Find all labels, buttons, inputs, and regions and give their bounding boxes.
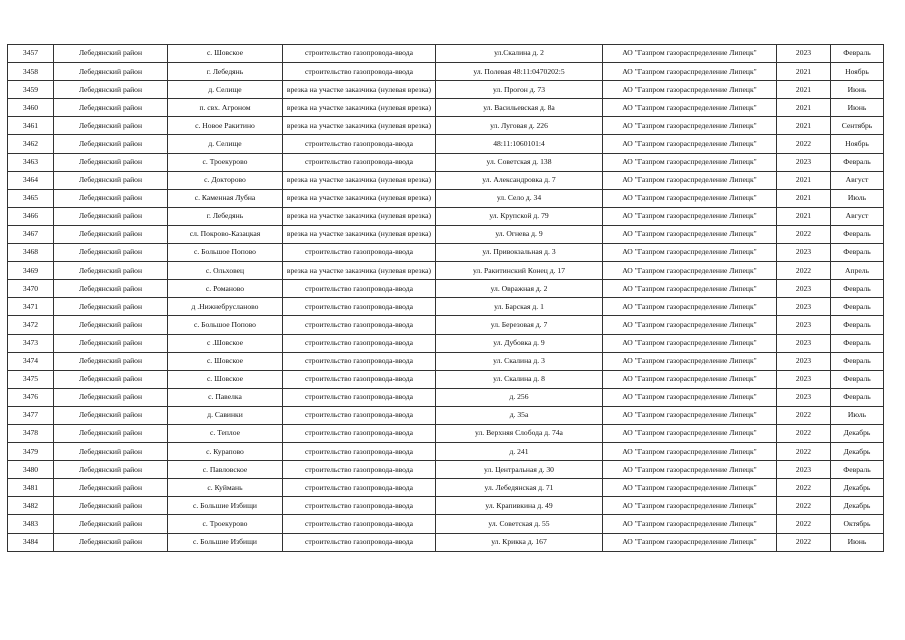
work-type-cell: врезка на участке заказчика (нулевая врезка) xyxy=(283,262,436,280)
table-row xyxy=(8,316,884,334)
district-cell: Лебедянский район xyxy=(54,280,168,298)
table-row xyxy=(8,63,884,81)
month-cell: Февраль xyxy=(831,388,884,406)
work-type-cell: строительство газопровода-ввода xyxy=(283,370,436,388)
month-cell: Февраль xyxy=(831,370,884,388)
year-cell: 2021 xyxy=(777,81,831,99)
address-cell: ул. Крапивкина д. 49 xyxy=(436,497,603,515)
district-cell: Лебедянский район xyxy=(54,533,168,551)
row-number-cell: 3457 xyxy=(8,45,54,63)
month-cell: Февраль xyxy=(831,280,884,298)
row-number-cell: 3477 xyxy=(8,406,54,424)
address-cell: ул. Крупской д. 79 xyxy=(436,207,603,225)
year-cell: 2021 xyxy=(777,63,831,81)
row-number-cell: 3460 xyxy=(8,99,54,117)
work-type-cell: строительство газопровода-ввода xyxy=(283,153,436,171)
district-cell: Лебедянский район xyxy=(54,244,168,262)
organization-cell: АО "Газпром газораспределение Липецк" xyxy=(603,352,777,370)
district-cell: Лебедянский район xyxy=(54,443,168,461)
settlement-cell: с. Докторово xyxy=(168,171,283,189)
row-number-cell: 3464 xyxy=(8,171,54,189)
settlement-cell: с. Павелка xyxy=(168,388,283,406)
month-cell: Июль xyxy=(831,189,884,207)
settlement-cell: г. Лебедянь xyxy=(168,63,283,81)
work-type-cell: строительство газопровода-ввода xyxy=(283,334,436,352)
address-cell: ул. Ракитинский Конец д. 17 xyxy=(436,262,603,280)
organization-cell: АО "Газпром газораспределение Липецк" xyxy=(603,171,777,189)
address-cell: ул. Прогон д. 73 xyxy=(436,81,603,99)
gasification-table xyxy=(7,44,884,552)
year-cell: 2022 xyxy=(777,406,831,424)
month-cell: Февраль xyxy=(831,225,884,243)
month-cell: Февраль xyxy=(831,298,884,316)
settlement-cell: с. Шовское xyxy=(168,370,283,388)
month-cell: Декабрь xyxy=(831,479,884,497)
work-type-cell: строительство газопровода-ввода xyxy=(283,424,436,442)
year-cell: 2023 xyxy=(777,316,831,334)
organization-cell: АО "Газпром газораспределение Липецк" xyxy=(603,461,777,479)
address-cell: ул. Луговая д. 226 xyxy=(436,117,603,135)
settlement-cell: д .Нижнебрусланово xyxy=(168,298,283,316)
row-number-cell: 3480 xyxy=(8,461,54,479)
table-row xyxy=(8,225,884,243)
district-cell: Лебедянский район xyxy=(54,515,168,533)
table-row xyxy=(8,244,884,262)
district-cell: Лебедянский район xyxy=(54,406,168,424)
row-number-cell: 3475 xyxy=(8,370,54,388)
table-row xyxy=(8,443,884,461)
table-row xyxy=(8,298,884,316)
table-row xyxy=(8,45,884,63)
row-number-cell: 3473 xyxy=(8,334,54,352)
district-cell: Лебедянский район xyxy=(54,63,168,81)
work-type-cell: строительство газопровода-ввода xyxy=(283,533,436,551)
year-cell: 2023 xyxy=(777,461,831,479)
month-cell: Декабрь xyxy=(831,497,884,515)
row-number-cell: 3471 xyxy=(8,298,54,316)
address-cell: ул. Дубовка д. 9 xyxy=(436,334,603,352)
address-cell: ул. Огнева д. 9 xyxy=(436,225,603,243)
address-cell: д. 256 xyxy=(436,388,603,406)
work-type-cell: врезка на участке заказчика (нулевая врезка) xyxy=(283,225,436,243)
table-row xyxy=(8,153,884,171)
work-type-cell: строительство газопровода-ввода xyxy=(283,443,436,461)
organization-cell: АО "Газпром газораспределение Липецк" xyxy=(603,443,777,461)
row-number-cell: 3467 xyxy=(8,225,54,243)
address-cell: ул. Привокзальная д. 3 xyxy=(436,244,603,262)
address-cell: ул. Центральная д. 30 xyxy=(436,461,603,479)
work-type-cell: строительство газопровода-ввода xyxy=(283,45,436,63)
row-number-cell: 3484 xyxy=(8,533,54,551)
work-type-cell: строительство газопровода-ввода xyxy=(283,388,436,406)
address-cell: д. 241 xyxy=(436,443,603,461)
district-cell: Лебедянский район xyxy=(54,352,168,370)
settlement-cell: с. Большие Избищи xyxy=(168,533,283,551)
district-cell: Лебедянский район xyxy=(54,497,168,515)
year-cell: 2022 xyxy=(777,515,831,533)
district-cell: Лебедянский район xyxy=(54,45,168,63)
settlement-cell: с. Новое Ракитино xyxy=(168,117,283,135)
table-row xyxy=(8,135,884,153)
month-cell: Февраль xyxy=(831,461,884,479)
address-cell: д. 35а xyxy=(436,406,603,424)
settlement-cell: с. Большое Попово xyxy=(168,316,283,334)
work-type-cell: врезка на участке заказчика (нулевая врезка) xyxy=(283,81,436,99)
organization-cell: АО "Газпром газораспределение Липецк" xyxy=(603,135,777,153)
district-cell: Лебедянский район xyxy=(54,81,168,99)
district-cell: Лебедянский район xyxy=(54,171,168,189)
year-cell: 2022 xyxy=(777,424,831,442)
organization-cell: АО "Газпром газораспределение Липецк" xyxy=(603,497,777,515)
year-cell: 2023 xyxy=(777,370,831,388)
work-type-cell: строительство газопровода-ввода xyxy=(283,316,436,334)
year-cell: 2021 xyxy=(777,207,831,225)
district-cell: Лебедянский район xyxy=(54,189,168,207)
address-cell: ул. Село д. 34 xyxy=(436,189,603,207)
settlement-cell: с. Теплое xyxy=(168,424,283,442)
work-type-cell: врезка на участке заказчика (нулевая врезка) xyxy=(283,117,436,135)
district-cell: Лебедянский район xyxy=(54,298,168,316)
work-type-cell: строительство газопровода-ввода xyxy=(283,406,436,424)
organization-cell: АО "Газпром газораспределение Липецк" xyxy=(603,334,777,352)
organization-cell: АО "Газпром газораспределение Липецк" xyxy=(603,316,777,334)
settlement-cell: д. Селище xyxy=(168,135,283,153)
address-cell: ул. Лебедянская д. 71 xyxy=(436,479,603,497)
organization-cell: АО "Газпром газораспределение Липецк" xyxy=(603,63,777,81)
table-body xyxy=(8,45,884,552)
year-cell: 2022 xyxy=(777,479,831,497)
work-type-cell: строительство газопровода-ввода xyxy=(283,461,436,479)
settlement-cell: д. Савинки xyxy=(168,406,283,424)
table-row xyxy=(8,388,884,406)
table-row xyxy=(8,189,884,207)
table-row xyxy=(8,479,884,497)
work-type-cell: строительство газопровода-ввода xyxy=(283,479,436,497)
year-cell: 2022 xyxy=(777,533,831,551)
district-cell: Лебедянский район xyxy=(54,262,168,280)
district-cell: Лебедянский район xyxy=(54,461,168,479)
year-cell: 2022 xyxy=(777,443,831,461)
row-number-cell: 3463 xyxy=(8,153,54,171)
table-row xyxy=(8,171,884,189)
table-row xyxy=(8,81,884,99)
address-cell: ул. Овражная д. 2 xyxy=(436,280,603,298)
settlement-cell: с. Шовское xyxy=(168,45,283,63)
organization-cell: АО "Газпром газораспределение Липецк" xyxy=(603,262,777,280)
month-cell: Ноябрь xyxy=(831,135,884,153)
month-cell: Февраль xyxy=(831,316,884,334)
month-cell: Октябрь xyxy=(831,515,884,533)
table-row xyxy=(8,497,884,515)
organization-cell: АО "Газпром газораспределение Липецк" xyxy=(603,244,777,262)
month-cell: Февраль xyxy=(831,45,884,63)
row-number-cell: 3465 xyxy=(8,189,54,207)
year-cell: 2022 xyxy=(777,135,831,153)
organization-cell: АО "Газпром газораспределение Липецк" xyxy=(603,388,777,406)
organization-cell: АО "Газпром газораспределение Липецк" xyxy=(603,189,777,207)
year-cell: 2021 xyxy=(777,117,831,135)
organization-cell: АО "Газпром газораспределение Липецк" xyxy=(603,81,777,99)
year-cell: 2021 xyxy=(777,171,831,189)
month-cell: Июль xyxy=(831,406,884,424)
address-cell: ул. Барская д. 1 xyxy=(436,298,603,316)
district-cell: Лебедянский район xyxy=(54,334,168,352)
district-cell: Лебедянский район xyxy=(54,479,168,497)
month-cell: Сентябрь xyxy=(831,117,884,135)
work-type-cell: строительство газопровода-ввода xyxy=(283,298,436,316)
district-cell: Лебедянский район xyxy=(54,424,168,442)
organization-cell: АО "Газпром газораспределение Липецк" xyxy=(603,99,777,117)
work-type-cell: врезка на участке заказчика (нулевая врезка) xyxy=(283,189,436,207)
table-row xyxy=(8,262,884,280)
organization-cell: АО "Газпром газораспределение Липецк" xyxy=(603,533,777,551)
year-cell: 2023 xyxy=(777,352,831,370)
month-cell: Декабрь xyxy=(831,443,884,461)
row-number-cell: 3483 xyxy=(8,515,54,533)
organization-cell: АО "Газпром газораспределение Липецк" xyxy=(603,370,777,388)
address-cell: ул. Александровка д. 7 xyxy=(436,171,603,189)
work-type-cell: строительство газопровода-ввода xyxy=(283,244,436,262)
row-number-cell: 3482 xyxy=(8,497,54,515)
row-number-cell: 3481 xyxy=(8,479,54,497)
month-cell: Февраль xyxy=(831,153,884,171)
organization-cell: АО "Газпром газораспределение Липецк" xyxy=(603,424,777,442)
settlement-cell: с. Романово xyxy=(168,280,283,298)
district-cell: Лебедянский район xyxy=(54,207,168,225)
month-cell: Июнь xyxy=(831,81,884,99)
month-cell: Апрель xyxy=(831,262,884,280)
work-type-cell: врезка на участке заказчика (нулевая врезка) xyxy=(283,207,436,225)
table-row xyxy=(8,533,884,551)
district-cell: Лебедянский район xyxy=(54,99,168,117)
work-type-cell: строительство газопровода-ввода xyxy=(283,515,436,533)
year-cell: 2023 xyxy=(777,280,831,298)
year-cell: 2023 xyxy=(777,298,831,316)
district-cell: Лебедянский район xyxy=(54,117,168,135)
settlement-cell: с. Куймань xyxy=(168,479,283,497)
organization-cell: АО "Газпром газораспределение Липецк" xyxy=(603,280,777,298)
address-cell: ул.Скалина д. 2 xyxy=(436,45,603,63)
row-number-cell: 3468 xyxy=(8,244,54,262)
row-number-cell: 3474 xyxy=(8,352,54,370)
work-type-cell: строительство газопровода-ввода xyxy=(283,497,436,515)
settlement-cell: с. Шовское xyxy=(168,352,283,370)
month-cell: Ноябрь xyxy=(831,63,884,81)
settlement-cell: с. Троекурово xyxy=(168,515,283,533)
table-row xyxy=(8,424,884,442)
settlement-cell: с. Большое Попово xyxy=(168,244,283,262)
table-row xyxy=(8,207,884,225)
work-type-cell: строительство газопровода-ввода xyxy=(283,352,436,370)
row-number-cell: 3470 xyxy=(8,280,54,298)
organization-cell: АО "Газпром газораспределение Липецк" xyxy=(603,298,777,316)
row-number-cell: 3472 xyxy=(8,316,54,334)
organization-cell: АО "Газпром газораспределение Липецк" xyxy=(603,153,777,171)
row-number-cell: 3462 xyxy=(8,135,54,153)
settlement-cell: с .Шовское xyxy=(168,334,283,352)
settlement-cell: г. Лебедянь xyxy=(168,207,283,225)
address-cell: ул. Советская д. 55 xyxy=(436,515,603,533)
row-number-cell: 3478 xyxy=(8,424,54,442)
address-cell: ул. Советская д. 138 xyxy=(436,153,603,171)
row-number-cell: 3466 xyxy=(8,207,54,225)
month-cell: Август xyxy=(831,207,884,225)
organization-cell: АО "Газпром газораспределение Липецк" xyxy=(603,117,777,135)
settlement-cell: с. Курапово xyxy=(168,443,283,461)
work-type-cell: врезка на участке заказчика (нулевая врезка) xyxy=(283,99,436,117)
row-number-cell: 3469 xyxy=(8,262,54,280)
month-cell: Февраль xyxy=(831,334,884,352)
table-row xyxy=(8,334,884,352)
district-cell: Лебедянский район xyxy=(54,153,168,171)
settlement-cell: д. Селище xyxy=(168,81,283,99)
district-cell: Лебедянский район xyxy=(54,225,168,243)
work-type-cell: строительство газопровода-ввода xyxy=(283,63,436,81)
row-number-cell: 3461 xyxy=(8,117,54,135)
address-cell: ул. Полевая 48:11:0470202:5 xyxy=(436,63,603,81)
month-cell: Июнь xyxy=(831,533,884,551)
settlement-cell: п. свх. Агроном xyxy=(168,99,283,117)
year-cell: 2023 xyxy=(777,388,831,406)
month-cell: Август xyxy=(831,171,884,189)
organization-cell: АО "Газпром газораспределение Липецк" xyxy=(603,207,777,225)
table-row xyxy=(8,99,884,117)
settlement-cell: с. Ольховец xyxy=(168,262,283,280)
district-cell: Лебедянский район xyxy=(54,370,168,388)
address-cell: ул. Скалина д. 3 xyxy=(436,352,603,370)
month-cell: Февраль xyxy=(831,352,884,370)
address-cell: ул. Крикка д. 167 xyxy=(436,533,603,551)
year-cell: 2021 xyxy=(777,99,831,117)
table-row xyxy=(8,352,884,370)
year-cell: 2023 xyxy=(777,244,831,262)
row-number-cell: 3476 xyxy=(8,388,54,406)
row-number-cell: 3458 xyxy=(8,63,54,81)
settlement-cell: с. Троекурово xyxy=(168,153,283,171)
table-row xyxy=(8,280,884,298)
work-type-cell: врезка на участке заказчика (нулевая врезка) xyxy=(283,171,436,189)
year-cell: 2021 xyxy=(777,189,831,207)
table-row xyxy=(8,406,884,424)
work-type-cell: строительство газопровода-ввода xyxy=(283,280,436,298)
address-cell: ул. Васильевская д. 8а xyxy=(436,99,603,117)
table-row xyxy=(8,370,884,388)
address-cell: ул. Скалина д. 8 xyxy=(436,370,603,388)
settlement-cell: с. Большие Избищи xyxy=(168,497,283,515)
year-cell: 2023 xyxy=(777,45,831,63)
settlement-cell: с. Каменная Лубна xyxy=(168,189,283,207)
organization-cell: АО "Газпром газораспределение Липецк" xyxy=(603,225,777,243)
district-cell: Лебедянский район xyxy=(54,135,168,153)
table-row xyxy=(8,515,884,533)
year-cell: 2022 xyxy=(777,225,831,243)
year-cell: 2023 xyxy=(777,334,831,352)
settlement-cell: сл. Покрово-Казацкая xyxy=(168,225,283,243)
organization-cell: АО "Газпром газораспределение Липецк" xyxy=(603,479,777,497)
row-number-cell: 3459 xyxy=(8,81,54,99)
organization-cell: АО "Газпром газораспределение Липецк" xyxy=(603,406,777,424)
table-row xyxy=(8,461,884,479)
settlement-cell: с. Павловское xyxy=(168,461,283,479)
year-cell: 2022 xyxy=(777,497,831,515)
month-cell: Февраль xyxy=(831,244,884,262)
address-cell: ул. Березовая д. 7 xyxy=(436,316,603,334)
month-cell: Июнь xyxy=(831,99,884,117)
month-cell: Декабрь xyxy=(831,424,884,442)
district-cell: Лебедянский район xyxy=(54,388,168,406)
work-type-cell: строительство газопровода-ввода xyxy=(283,135,436,153)
row-number-cell: 3479 xyxy=(8,443,54,461)
year-cell: 2023 xyxy=(777,153,831,171)
district-cell: Лебедянский район xyxy=(54,316,168,334)
year-cell: 2022 xyxy=(777,262,831,280)
address-cell: 48:11:1060101:4 xyxy=(436,135,603,153)
table-row xyxy=(8,117,884,135)
address-cell: ул. Верхняя Слобода д. 74а xyxy=(436,424,603,442)
organization-cell: АО "Газпром газораспределение Липецк" xyxy=(603,45,777,63)
organization-cell: АО "Газпром газораспределение Липецк" xyxy=(603,515,777,533)
